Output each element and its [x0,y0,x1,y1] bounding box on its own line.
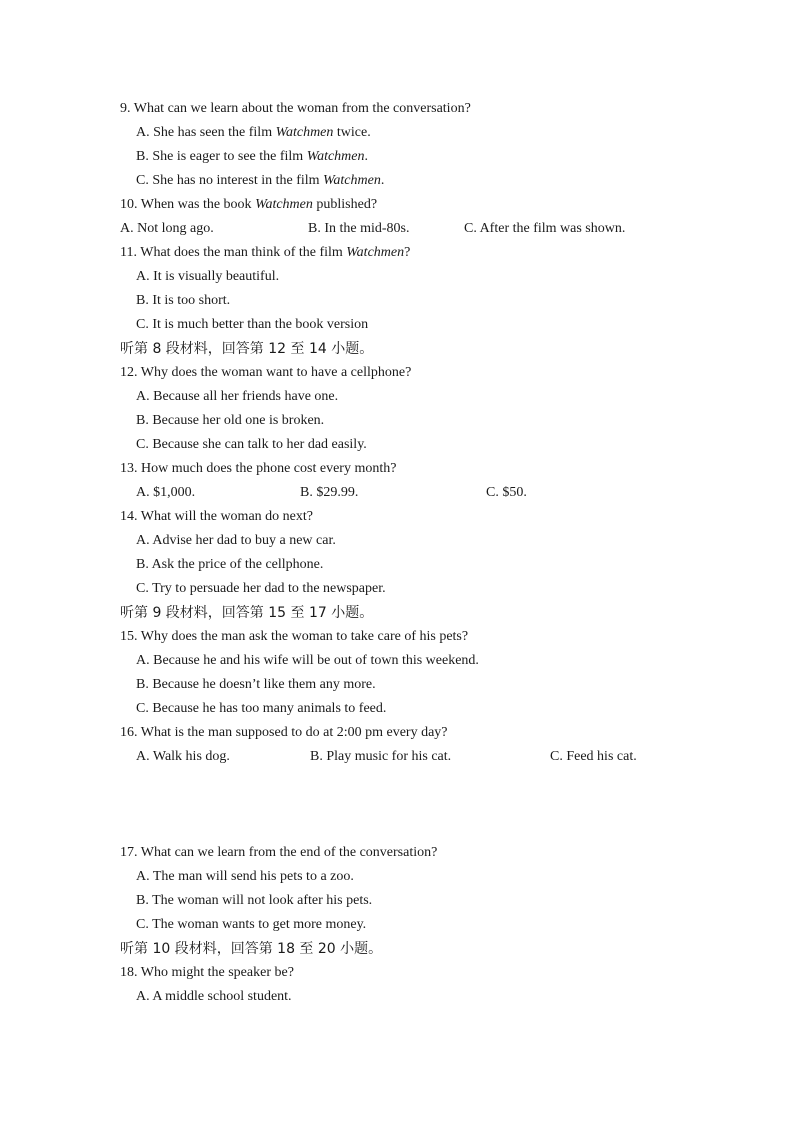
text-segment: A. A middle school student. [136,989,292,1004]
text-segment: B. It is too short. [136,293,231,308]
text-segment: 15. Why does the man ask the woman to take care of his pets? [120,629,469,644]
text-segment: 听第 9 段材料，回答第 15 至 17 小题。 [120,605,374,621]
answer-option [136,652,479,670]
italic-title: Watchmen [255,197,313,212]
answer-option [136,868,354,886]
text-segment: B. Because he doesn’t like them any more. [136,677,376,692]
text-segment: B. Ask the price of the cellphone. [136,557,324,572]
answer-option [136,268,279,286]
text-segment: C. She has no interest in the film [136,173,324,188]
text-segment: ? [404,245,411,260]
text-segment: B. The woman will not look after his pets. [136,893,373,908]
answer-option: A. Not long ago. [120,221,214,236]
answer-option [136,532,336,550]
text-segment: C. Because she can talk to her dad easily. [136,437,367,452]
answer-option [136,700,386,718]
answer-option [136,556,323,574]
question-stem [120,628,468,646]
answer-option: B. In the mid-80s. [308,221,410,236]
question-stem [120,508,313,526]
section-instruction [120,340,373,358]
text-segment: A. Because he and his wife will be out of town this weekend. [136,653,479,668]
italic-title: Watchmen [275,125,334,140]
answer-option [136,988,292,1006]
text-segment: A. Because all her friends have one. [136,389,339,404]
answer-option [136,316,368,334]
answer-option [136,124,371,142]
text-segment: B. She is eager to see the film [136,149,307,164]
text-segment: 12. Why does the woman want to have a cellphone? [120,365,412,380]
answer-option [136,676,376,694]
text-segment: C. Because he has too many animals to feed. [136,701,387,716]
answer-option [136,172,384,190]
text-segment: A. The man will send his pets to a zoo. [136,869,354,884]
text-segment: 听第 10 段材料，回答第 18 至 20 小题。 [120,941,383,957]
answer-option: C. After the film was shown. [464,221,626,236]
question-stem [120,364,411,382]
answer-option [136,916,366,934]
text-segment: 18. Who might the speaker be? [120,965,294,980]
text-segment: . [364,149,368,164]
answer-option: B. $29.99. [300,485,359,500]
text-segment: A. She has seen the film [136,125,276,140]
question-stem [120,244,410,262]
question-stem [120,460,396,478]
text-segment: published? [312,197,378,212]
answer-option: A. Walk his dog. [136,749,230,764]
text-segment: 17. What can we learn from the end of the conversation? [120,845,438,860]
text-segment: A. It is visually beautiful. [136,269,280,284]
answer-option: B. Play music for his cat. [310,749,452,764]
question-stem [120,964,294,982]
text-segment: . [380,173,385,188]
text-segment: B. Because her old one is broken. [136,413,325,428]
answer-option: C. $50. [486,485,527,500]
text-segment: C. The woman wants to get more money. [136,917,367,932]
question-stem [120,844,437,862]
text-segment: 听第 8 段材料，回答第 12 至 14 小题。 [120,341,374,357]
answer-option: A. $1,000. [136,485,196,500]
text-segment: twice. [333,125,371,140]
answer-option [136,580,386,598]
text-segment: 14. What will the woman do next? [120,509,313,524]
italic-title: Watchmen [323,173,381,188]
text-segment: 11. What does the man think of the film [120,245,347,260]
question-stem [120,100,471,118]
section-instruction [120,940,382,958]
text-segment: A. Advise her dad to buy a new car. [136,533,336,548]
answer-option [136,292,230,310]
section-instruction [120,604,373,622]
italic-title: Watchmen [306,149,365,164]
text-segment: 9. What can we learn about the woman from the conversation? [120,101,471,116]
text-segment: 13. How much does the phone cost every month? [120,461,397,476]
question-stem [120,196,377,214]
answer-option [136,892,372,910]
answer-option [136,388,338,406]
italic-title: Watchmen [346,245,405,260]
answer-option [136,412,324,430]
text-segment: 16. What is the man supposed to do at 2:00 pm every day? [120,725,448,740]
text-segment: C. Try to persuade her dad to the newspaper. [136,581,386,596]
answer-option [136,148,368,166]
question-stem [120,724,448,742]
answer-option: C. Feed his cat. [550,749,637,764]
text-segment: 10. When was the book [120,197,256,212]
text-segment: C. It is much better than the book version [136,317,369,332]
answer-option [136,436,367,454]
